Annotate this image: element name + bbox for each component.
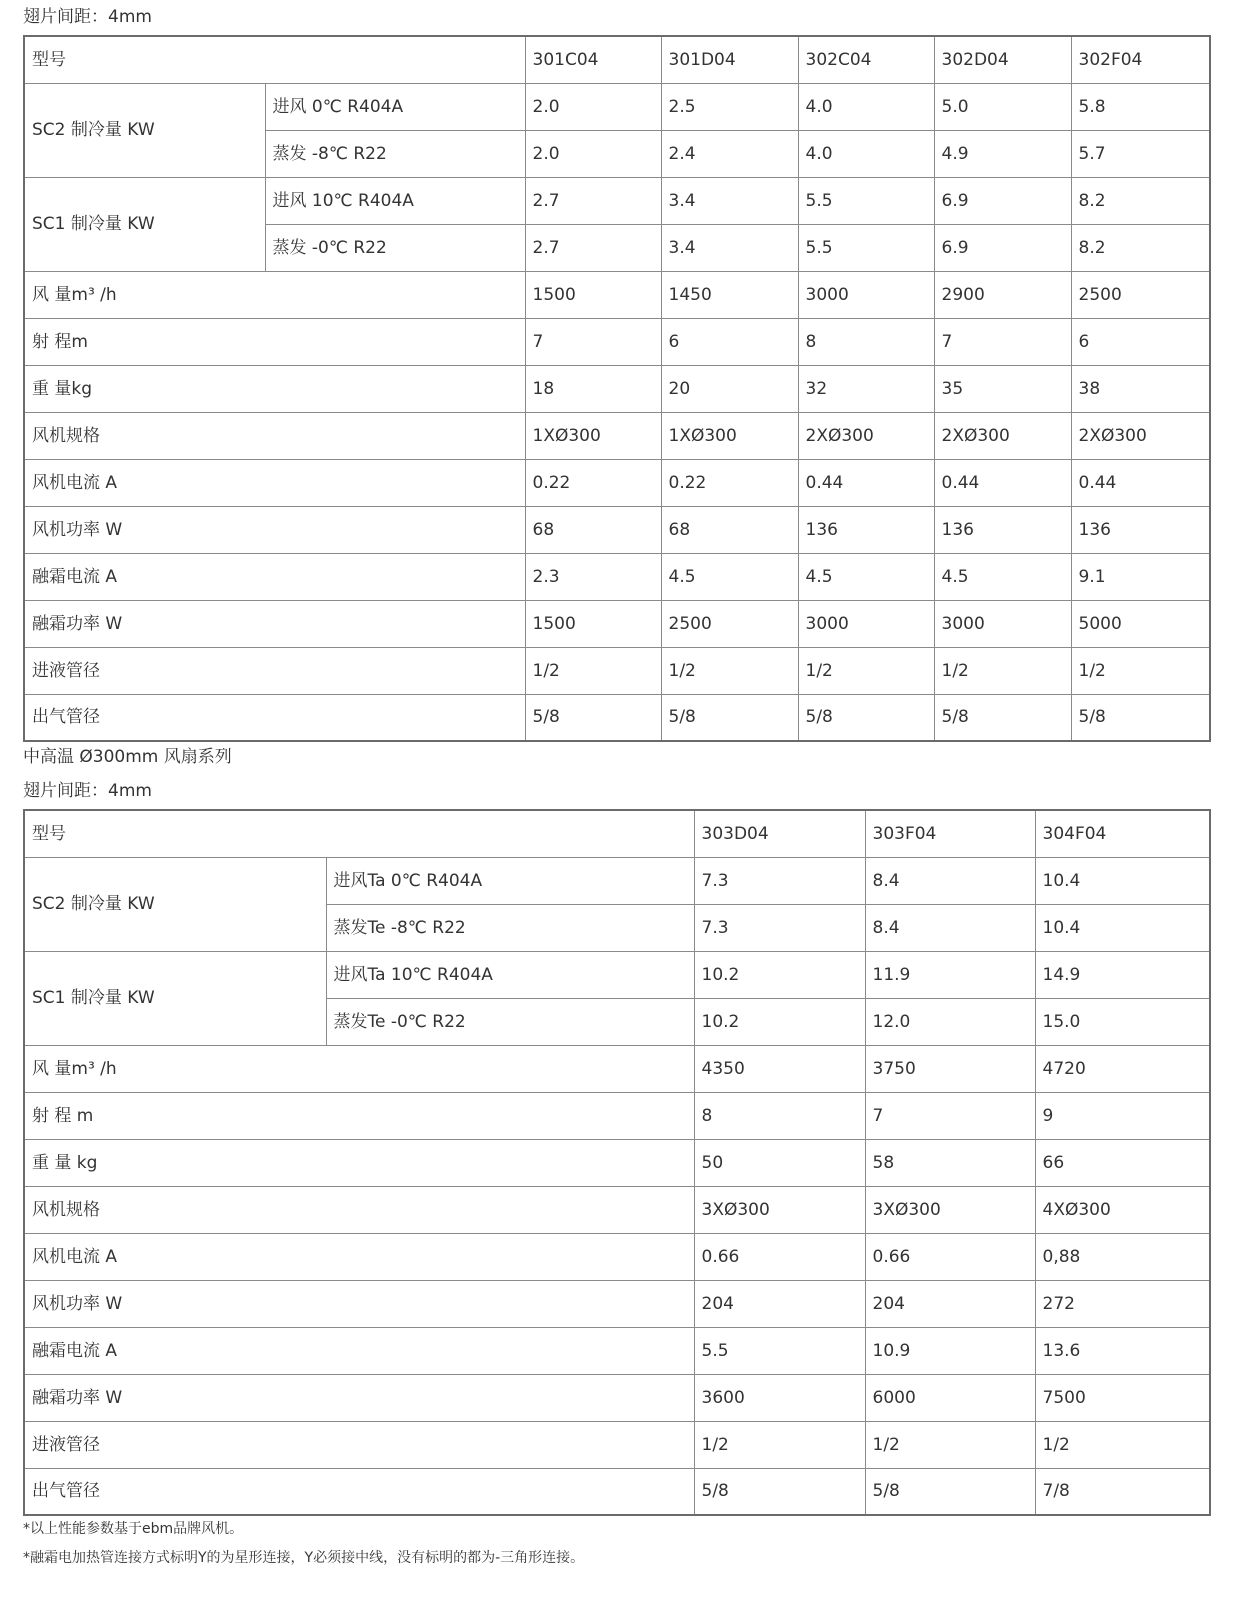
value-cell: 1XØ300 <box>661 412 798 459</box>
value-cell: 8.4 <box>865 904 1035 951</box>
value-cell: 5/8 <box>798 694 934 741</box>
value-cell: 0.44 <box>798 459 934 506</box>
spec-table-2 <box>23 809 1211 1516</box>
value-cell: 3000 <box>798 271 934 318</box>
spec-label: 风机功率 W <box>24 1280 694 1327</box>
value-cell: 5/8 <box>1071 694 1210 741</box>
value-cell: 1XØ300 <box>525 412 661 459</box>
fin-spacing-label-2: 翅片间距：4mm <box>23 781 152 801</box>
value-cell: 2.0 <box>525 130 661 177</box>
value-cell: 136 <box>798 506 934 553</box>
model-label: 型号 <box>24 36 525 83</box>
value-cell: 272 <box>1035 1280 1210 1327</box>
sc2-capacity-label: SC2 制冷量 KW <box>24 83 265 177</box>
value-cell: 6 <box>1071 318 1210 365</box>
spec-label: 融霜功率 W <box>24 1374 694 1421</box>
condition-cell: 蒸发Te -8℃ R22 <box>326 904 694 951</box>
value-cell: 2500 <box>661 600 798 647</box>
spec-label: 风 量m³ /h <box>24 1045 694 1092</box>
value-cell: 2.7 <box>525 224 661 271</box>
value-cell: 9 <box>1035 1092 1210 1139</box>
model-cell: 303F04 <box>865 810 1035 857</box>
spec-row <box>24 1186 1210 1233</box>
spec-label: 风机电流 A <box>24 459 525 506</box>
value-cell: 38 <box>1071 365 1210 412</box>
value-cell: 0.66 <box>865 1233 1035 1280</box>
footnote-defrost-wiring: *融霜电加热管连接方式标明Y的为星形连接，Y必须接中线，没有标明的都为-三角形连接。 <box>23 1550 585 1566</box>
value-cell: 7/8 <box>1035 1468 1210 1515</box>
value-cell: 7 <box>934 318 1071 365</box>
value-cell: 10.4 <box>1035 857 1210 904</box>
spec-label: 风机规格 <box>24 412 525 459</box>
value-cell: 7 <box>865 1092 1035 1139</box>
value-cell: 58 <box>865 1139 1035 1186</box>
model-cell: 302F04 <box>1071 36 1210 83</box>
value-cell: 3600 <box>694 1374 865 1421</box>
value-cell: 2XØ300 <box>1071 412 1210 459</box>
value-cell: 1/2 <box>694 1421 865 1468</box>
value-cell: 4350 <box>694 1045 865 1092</box>
spec-label: 融霜功率 W <box>24 600 525 647</box>
model-cell: 304F04 <box>1035 810 1210 857</box>
condition-cell: 进风 10℃ R404A <box>265 177 525 224</box>
condition-cell: 蒸发 -8℃ R22 <box>265 130 525 177</box>
value-cell: 10.9 <box>865 1327 1035 1374</box>
spec-label: 射 程 m <box>24 1092 694 1139</box>
spec-row <box>24 1233 1210 1280</box>
value-cell: 1/2 <box>865 1421 1035 1468</box>
sc2-row <box>24 857 1210 904</box>
value-cell: 9.1 <box>1071 553 1210 600</box>
value-cell: 0.44 <box>934 459 1071 506</box>
value-cell: 8.2 <box>1071 224 1210 271</box>
condition-cell: 蒸发 -0℃ R22 <box>265 224 525 271</box>
spec-label: 出气管径 <box>24 694 525 741</box>
value-cell: 20 <box>661 365 798 412</box>
condition-cell: 进风Ta 0℃ R404A <box>326 857 694 904</box>
value-cell: 35 <box>934 365 1071 412</box>
spec-row <box>24 647 1210 694</box>
value-cell: 4.5 <box>798 553 934 600</box>
value-cell: 5/8 <box>694 1468 865 1515</box>
value-cell: 7 <box>525 318 661 365</box>
model-cell: 303D04 <box>694 810 865 857</box>
value-cell: 6 <box>661 318 798 365</box>
sc1-capacity-label: SC1 制冷量 KW <box>24 951 326 1045</box>
value-cell: 0,88 <box>1035 1233 1210 1280</box>
spec-row <box>24 1045 1210 1092</box>
value-cell: 10.4 <box>1035 904 1210 951</box>
spec-row <box>24 1139 1210 1186</box>
value-cell: 11.9 <box>865 951 1035 998</box>
value-cell: 5.5 <box>694 1327 865 1374</box>
value-cell: 12.0 <box>865 998 1035 1045</box>
value-cell: 5.5 <box>798 177 934 224</box>
value-cell: 10.2 <box>694 951 865 998</box>
spec-row <box>24 271 1210 318</box>
value-cell: 3.4 <box>661 177 798 224</box>
value-cell: 8 <box>694 1092 865 1139</box>
value-cell: 1/2 <box>1035 1421 1210 1468</box>
value-cell: 5/8 <box>525 694 661 741</box>
model-cell: 301D04 <box>661 36 798 83</box>
value-cell: 2.5 <box>661 83 798 130</box>
header-row <box>24 810 1210 857</box>
value-cell: 2XØ300 <box>934 412 1071 459</box>
spec-row <box>24 553 1210 600</box>
spec-label: 射 程m <box>24 318 525 365</box>
value-cell: 8.2 <box>1071 177 1210 224</box>
spec-label: 进液管径 <box>24 647 525 694</box>
value-cell: 1500 <box>525 600 661 647</box>
spec-label: 风 量m³ /h <box>24 271 525 318</box>
spec-label: 出气管径 <box>24 1468 694 1515</box>
spec-label: 风机功率 W <box>24 506 525 553</box>
value-cell: 2.4 <box>661 130 798 177</box>
spec-label: 风机电流 A <box>24 1233 694 1280</box>
condition-cell: 进风Ta 10℃ R404A <box>326 951 694 998</box>
value-cell: 7.3 <box>694 904 865 951</box>
value-cell: 7500 <box>1035 1374 1210 1421</box>
spec-row <box>24 365 1210 412</box>
spec-label: 融霜电流 A <box>24 553 525 600</box>
value-cell: 66 <box>1035 1139 1210 1186</box>
value-cell: 0.66 <box>694 1233 865 1280</box>
model-cell: 302C04 <box>798 36 934 83</box>
spec-row <box>24 1092 1210 1139</box>
spec-label: 融霜电流 A <box>24 1327 694 1374</box>
value-cell: 10.2 <box>694 998 865 1045</box>
value-cell: 15.0 <box>1035 998 1210 1045</box>
value-cell: 136 <box>934 506 1071 553</box>
value-cell: 3750 <box>865 1045 1035 1092</box>
value-cell: 4.0 <box>798 83 934 130</box>
value-cell: 3.4 <box>661 224 798 271</box>
value-cell: 32 <box>798 365 934 412</box>
sc2-row <box>24 83 1210 130</box>
value-cell: 2.7 <box>525 177 661 224</box>
value-cell: 2900 <box>934 271 1071 318</box>
value-cell: 204 <box>694 1280 865 1327</box>
spec-label: 重 量 kg <box>24 1139 694 1186</box>
spec-row <box>24 1468 1210 1515</box>
value-cell: 68 <box>525 506 661 553</box>
value-cell: 5/8 <box>934 694 1071 741</box>
series-title-2: 中高温 Ø300mm 风扇系列 <box>23 747 232 767</box>
value-cell: 7.3 <box>694 857 865 904</box>
value-cell: 4.0 <box>798 130 934 177</box>
value-cell: 1/2 <box>934 647 1071 694</box>
value-cell: 5.7 <box>1071 130 1210 177</box>
spec-row <box>24 1280 1210 1327</box>
spec-row <box>24 1374 1210 1421</box>
value-cell: 5.5 <box>798 224 934 271</box>
value-cell: 2.3 <box>525 553 661 600</box>
value-cell: 8.4 <box>865 857 1035 904</box>
value-cell: 1/2 <box>1071 647 1210 694</box>
value-cell: 3XØ300 <box>694 1186 865 1233</box>
spec-row <box>24 459 1210 506</box>
value-cell: 1500 <box>525 271 661 318</box>
value-cell: 2XØ300 <box>798 412 934 459</box>
value-cell: 0.22 <box>525 459 661 506</box>
spec-row <box>24 412 1210 459</box>
value-cell: 3000 <box>798 600 934 647</box>
value-cell: 8 <box>798 318 934 365</box>
value-cell: 1/2 <box>798 647 934 694</box>
value-cell: 204 <box>865 1280 1035 1327</box>
condition-cell: 蒸发Te -0℃ R22 <box>326 998 694 1045</box>
value-cell: 4.9 <box>934 130 1071 177</box>
sc1-capacity-label: SC1 制冷量 KW <box>24 177 265 271</box>
sc1-row <box>24 177 1210 224</box>
spec-label: 重 量kg <box>24 365 525 412</box>
value-cell: 1/2 <box>661 647 798 694</box>
spec-row <box>24 694 1210 741</box>
model-label: 型号 <box>24 810 694 857</box>
value-cell: 13.6 <box>1035 1327 1210 1374</box>
spec-label: 风机规格 <box>24 1186 694 1233</box>
value-cell: 3000 <box>934 600 1071 647</box>
value-cell: 68 <box>661 506 798 553</box>
value-cell: 50 <box>694 1139 865 1186</box>
value-cell: 1/2 <box>525 647 661 694</box>
value-cell: 4XØ300 <box>1035 1186 1210 1233</box>
value-cell: 6000 <box>865 1374 1035 1421</box>
value-cell: 6.9 <box>934 224 1071 271</box>
value-cell: 1450 <box>661 271 798 318</box>
value-cell: 5/8 <box>661 694 798 741</box>
sc2-capacity-label: SC2 制冷量 KW <box>24 857 326 951</box>
model-cell: 302D04 <box>934 36 1071 83</box>
value-cell: 4.5 <box>661 553 798 600</box>
sc1-row <box>24 951 1210 998</box>
value-cell: 4.5 <box>934 553 1071 600</box>
spec-label: 进液管径 <box>24 1421 694 1468</box>
value-cell: 3XØ300 <box>865 1186 1035 1233</box>
header-row <box>24 36 1210 83</box>
value-cell: 4720 <box>1035 1045 1210 1092</box>
footnote-ebm: *以上性能参数基于ebm品牌风机。 <box>23 1521 244 1537</box>
value-cell: 5.0 <box>934 83 1071 130</box>
value-cell: 2.0 <box>525 83 661 130</box>
spec-row <box>24 506 1210 553</box>
value-cell: 5/8 <box>865 1468 1035 1515</box>
spec-row <box>24 1327 1210 1374</box>
spec-row <box>24 600 1210 647</box>
value-cell: 6.9 <box>934 177 1071 224</box>
spec-row <box>24 1421 1210 1468</box>
spec-table-1 <box>23 35 1211 742</box>
value-cell: 18 <box>525 365 661 412</box>
condition-cell: 进风 0℃ R404A <box>265 83 525 130</box>
value-cell: 5000 <box>1071 600 1210 647</box>
value-cell: 0.44 <box>1071 459 1210 506</box>
value-cell: 0.22 <box>661 459 798 506</box>
value-cell: 14.9 <box>1035 951 1210 998</box>
model-cell: 301C04 <box>525 36 661 83</box>
spec-row <box>24 318 1210 365</box>
value-cell: 136 <box>1071 506 1210 553</box>
fin-spacing-label-1: 翅片间距：4mm <box>23 7 152 27</box>
value-cell: 5.8 <box>1071 83 1210 130</box>
value-cell: 2500 <box>1071 271 1210 318</box>
